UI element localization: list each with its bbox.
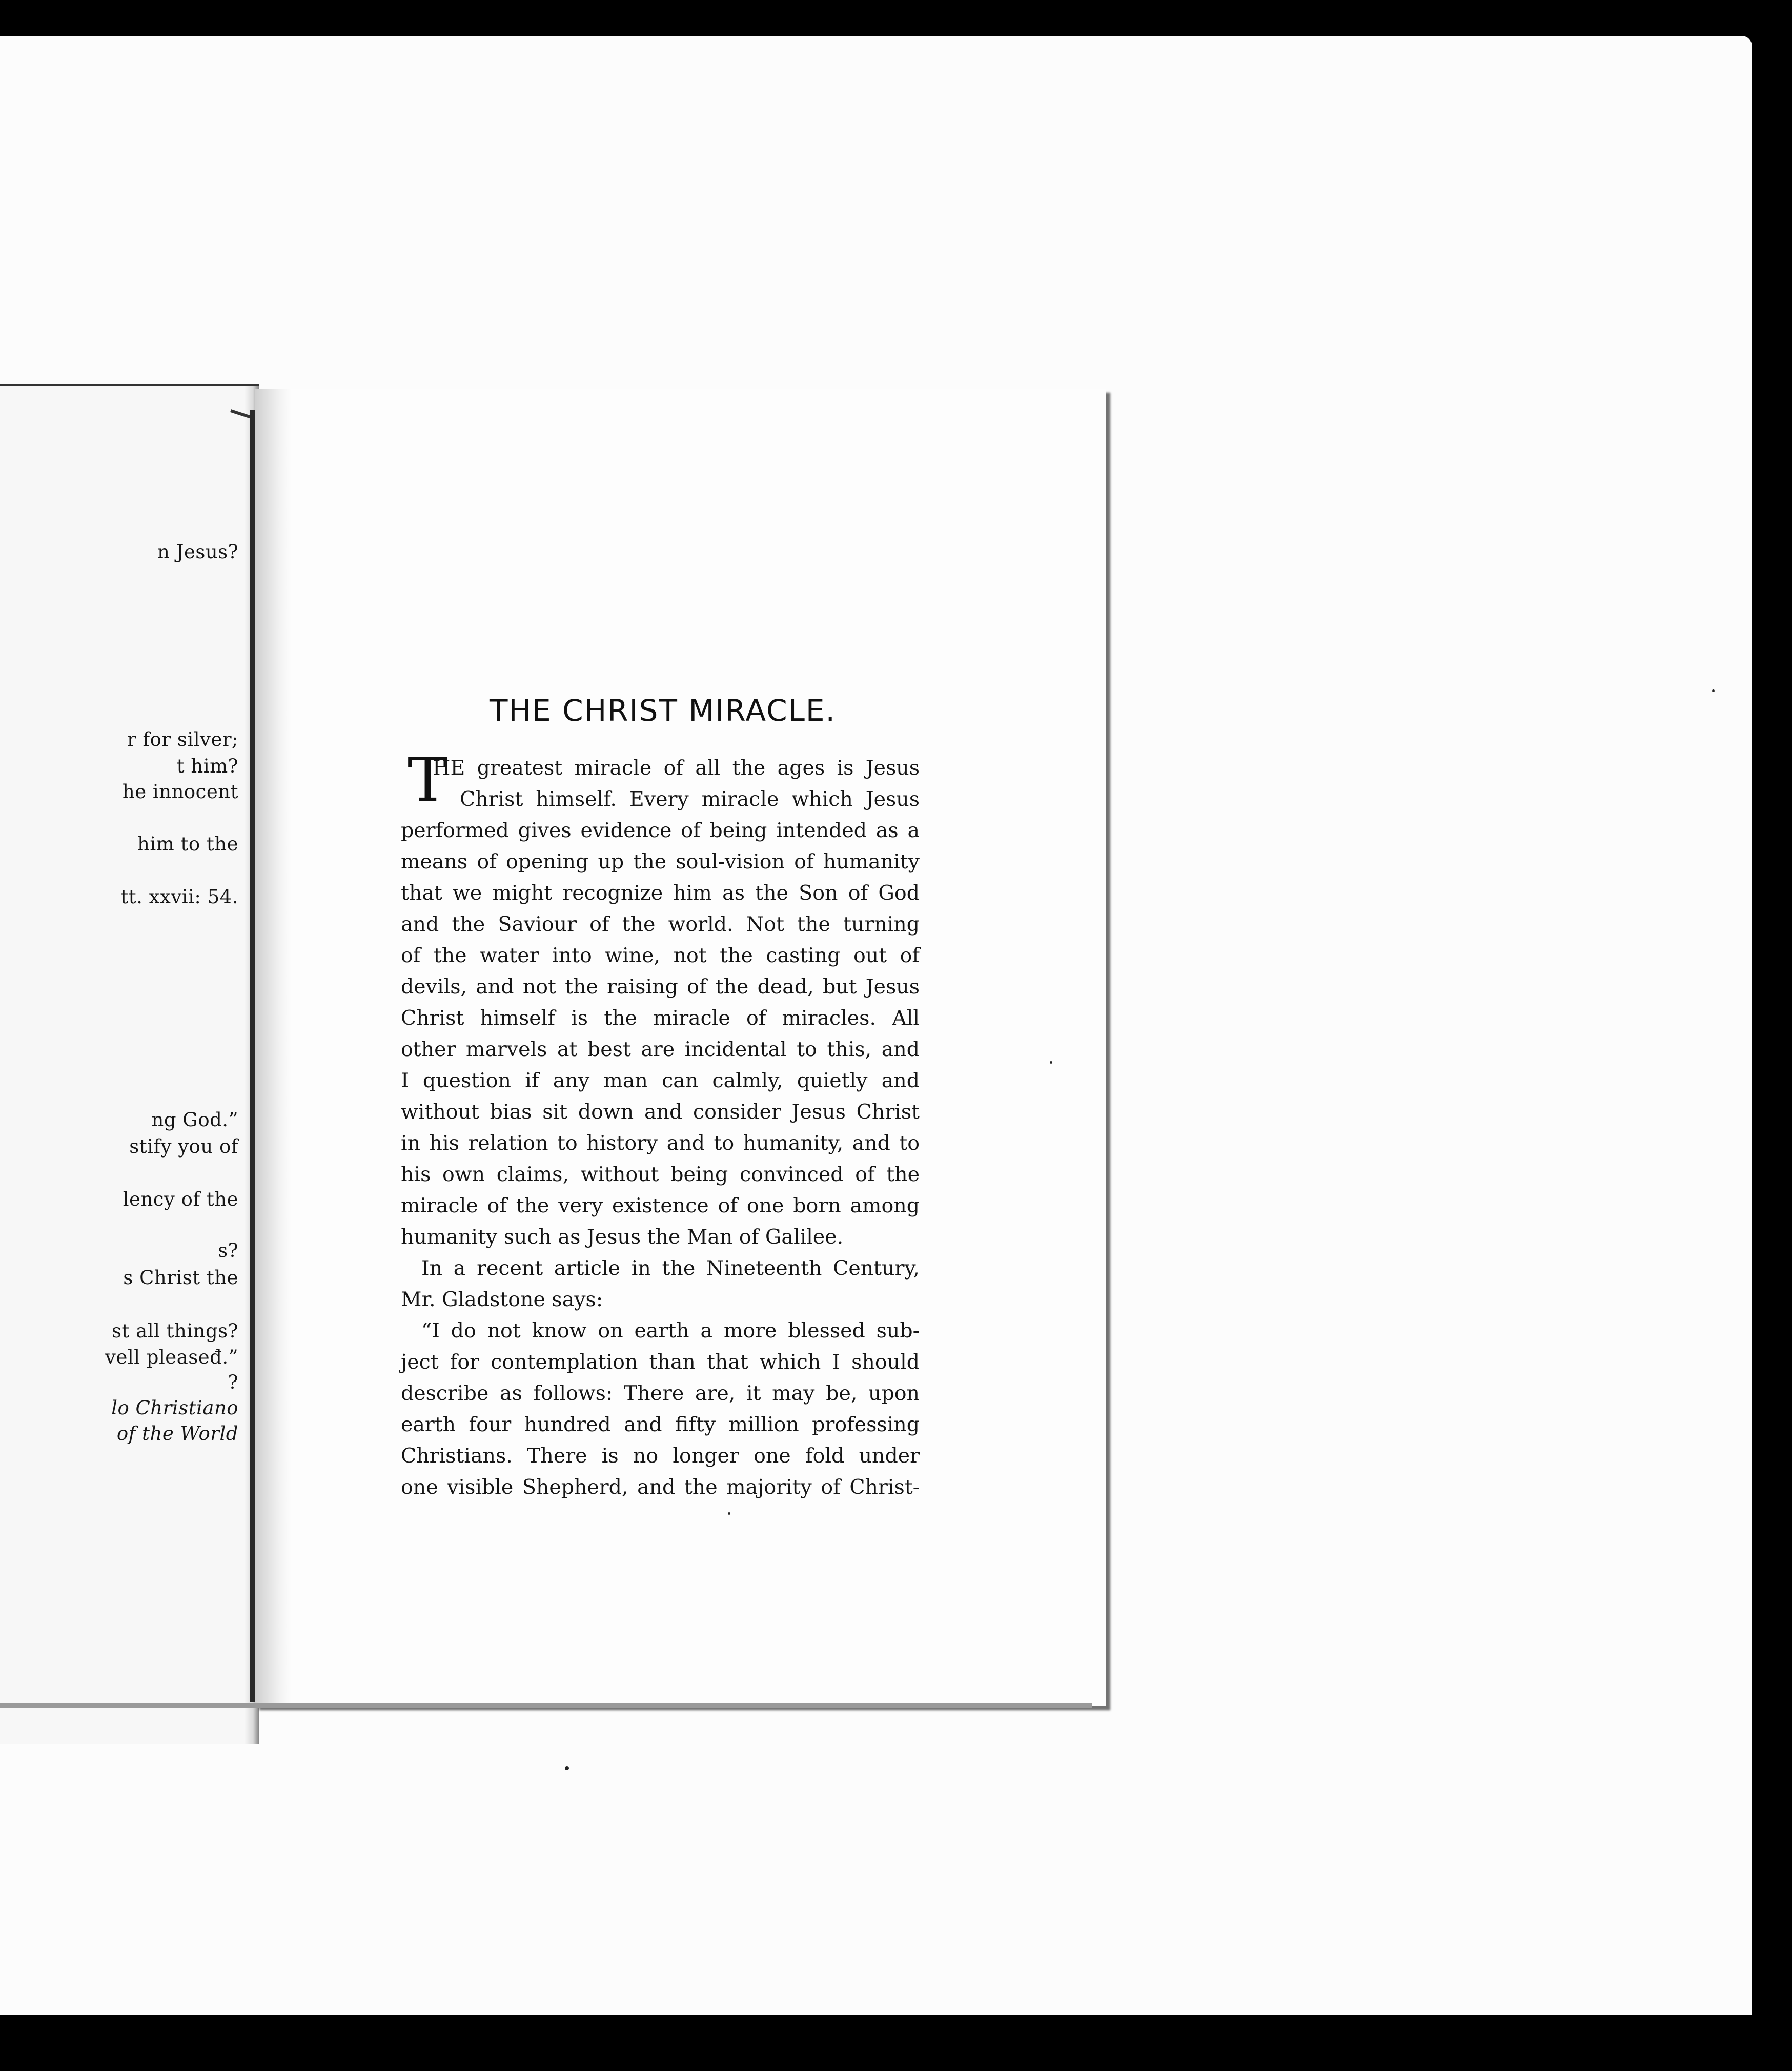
body-line: one visible Shepherd, and the majority of Christ- <box>401 1475 920 1499</box>
body-line: other marvels at best are incidental to this, and <box>401 1038 920 1061</box>
left-page-line: tt. xxvii: 54. <box>120 886 238 908</box>
scan-speck <box>1712 689 1715 692</box>
body-line: performed gives evidence of being intended as a <box>401 819 920 842</box>
body-line: means of opening up the soul-vision of humanity <box>401 850 920 874</box>
left-page-line: t him? <box>176 755 238 777</box>
left-page-line: lo Christiano <box>111 1397 238 1419</box>
body-line: devils, and not the raising of the dead, but Jesus <box>401 975 920 999</box>
page-bottom-edge <box>0 1703 1092 1708</box>
left-page-line: vell pleaseđ.” <box>105 1346 238 1368</box>
left-page-line: n Jesus? <box>157 541 238 563</box>
body-line: HE greatest miracle of all the ages is Jesus <box>433 756 920 780</box>
left-page-line: he innocent <box>122 781 238 803</box>
left-page-line: st all things? <box>112 1320 238 1342</box>
body-line: in his relation to history and to humanity, and to <box>401 1131 920 1155</box>
body-line: humanity such as Jesus the Man of Galilee. <box>401 1225 844 1249</box>
body-line: and the Saviour of the world. Not the turning <box>401 912 920 936</box>
left-page-line: ng God.” <box>151 1109 238 1131</box>
body-line: earth four hundred and fifty million professing <box>401 1413 920 1436</box>
body-line: that we might recognize him as the Son of God <box>401 881 920 905</box>
left-page-line: of the World <box>116 1423 238 1445</box>
left-page-line: r for silver; <box>127 728 238 750</box>
body-line: In a recent article in the Nineteenth Century, <box>421 1256 920 1280</box>
left-page-line: s? <box>218 1240 238 1262</box>
body-line: I question if any man can calmly, quietly and <box>401 1069 920 1092</box>
body-line: Christ himself. Every miracle which Jesus <box>460 787 920 811</box>
body-line: without bias sit down and consider Jesus Christ <box>401 1100 920 1124</box>
page-title: THE CHRIST MIRACLE. <box>490 693 836 728</box>
body-line: Mr. Gladstone says: <box>401 1288 603 1311</box>
scan-sheet <box>0 36 1752 2015</box>
body-line: Christ himself is the miracle of miracles. All <box>401 1006 920 1030</box>
scan-bottom-border <box>0 2015 1792 2071</box>
body-line: his own claims, without being convinced of the <box>401 1163 920 1186</box>
scan-speck <box>565 1766 569 1770</box>
drop-cap: T <box>408 744 448 815</box>
left-page-line: s Christ the <box>123 1267 238 1289</box>
scan-speck <box>728 1512 730 1515</box>
book-spine <box>250 410 255 1702</box>
body-line: ject for contemplation than that which I should <box>401 1350 920 1374</box>
left-page-line: lency of the <box>123 1188 238 1210</box>
page-inner-shadow <box>255 389 291 1706</box>
scan-speck <box>1050 1061 1052 1064</box>
left-page-line: him to the <box>137 833 238 855</box>
body-line: describe as follows: There are, it may be, upon <box>401 1382 920 1405</box>
left-facing-page <box>0 384 259 1744</box>
body-line: “I do not know on earth a more blessed sub- <box>421 1319 920 1343</box>
left-page-line: ? <box>228 1371 238 1393</box>
left-page-line: stify you of <box>129 1135 238 1158</box>
body-line: of the water into wine, not the casting out of <box>401 944 920 967</box>
body-line: miracle of the very existence of one born among <box>401 1194 920 1217</box>
body-line: Christians. There is no longer one fold under <box>401 1444 920 1468</box>
body-text <box>401 753 920 1503</box>
